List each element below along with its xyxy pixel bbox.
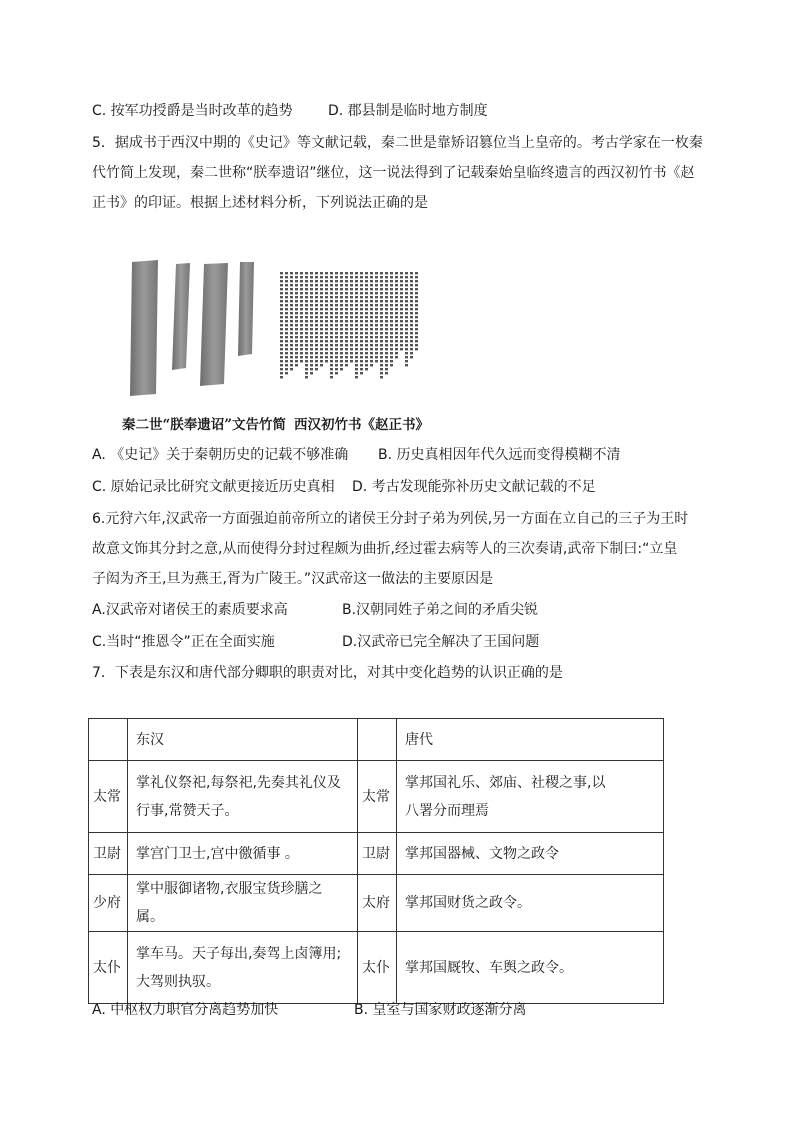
right-office-name: 太仆 bbox=[358, 932, 397, 1004]
right-office-name: 太常 bbox=[358, 761, 397, 833]
q6-options-cd bbox=[92, 633, 539, 651]
q6-option-a: A.汉武帝对诸侯王的素质要求高 bbox=[92, 602, 288, 618]
q5-option-a: A. 《史记》关于秦朝历史的记载不够准确 bbox=[92, 447, 349, 463]
q5-stem-line-1: 5．据成书于西汉中期的《史记》等文献记载，秦二世是靠矫诏篡位当上皇帝的。考古学家在一枚秦 bbox=[92, 135, 703, 151]
left-office-duty: 掌中服御诸物,衣服宝货珍膳之属。 bbox=[128, 875, 358, 932]
q5-option-d: D. 考古发现能弥补历史文献记载的不足 bbox=[352, 479, 596, 495]
official-duties-table bbox=[88, 718, 664, 1004]
q5-option-c: C. 原始记录比研究文献更接近历史真相 bbox=[92, 479, 335, 495]
left-office-name: 太仆 bbox=[89, 932, 128, 1004]
bamboo-slips-figure bbox=[128, 258, 428, 398]
right-office-duty: 掌邦国器械、文物之政令 bbox=[397, 833, 664, 875]
q5-options-cd bbox=[92, 478, 596, 496]
q7-stem: 7．下表是东汉和唐代部分卿职的职责对比，对其中变化趋势的认识正确的是 bbox=[92, 665, 563, 681]
figure-caption-right: 西汉初竹书《赵正书》 bbox=[294, 417, 430, 433]
q5-option-b: B. 历史真相因年代久远而变得模糊不清 bbox=[378, 447, 621, 463]
right-office-name: 太府 bbox=[358, 875, 397, 932]
q4-option-c: C. 按军功授爵是当时改革的趋势 bbox=[92, 103, 293, 119]
left-office-name: 太常 bbox=[89, 761, 128, 833]
q6-option-b: B.汉朝同姓子弟之间的矛盾尖锐 bbox=[342, 602, 539, 618]
q6-stem-line-2: 故意文饰其分封之意,从而使得分封过程颇为曲折,经过霍去病等人的三次奏请,武帝下制曰:“立皇 bbox=[92, 541, 678, 557]
table-row bbox=[89, 833, 664, 875]
q6-options-ab bbox=[92, 601, 538, 619]
left-office-duty: 掌宫门卫士,宫中徼循事 。 bbox=[128, 833, 358, 875]
right-office-duty: 掌邦国礼乐、郊庙、社稷之事,以 八署分而理焉 bbox=[397, 761, 664, 833]
right-office-duty: 掌邦国厩牧、车舆之政令。 bbox=[397, 932, 664, 1004]
q6-option-d: D.汉武帝已完全解决了王国问题 bbox=[342, 634, 540, 650]
table-row bbox=[89, 875, 664, 932]
table-row bbox=[89, 932, 664, 1004]
q4-options-cd bbox=[92, 102, 488, 120]
left-office-duty: 掌礼仪祭祀,每祭祀,先奏其礼仪及 行事,常赞天子。 bbox=[128, 761, 358, 833]
q7-option-b: B. 皇室与国家财政逐渐分离 bbox=[354, 1002, 527, 1018]
q7-option-a: A. 中枢权力职官分离趋势加快 bbox=[92, 1002, 279, 1018]
qin-bamboo-slips-image bbox=[130, 260, 254, 396]
q7-options-ab bbox=[92, 1001, 527, 1019]
left-office-name: 少府 bbox=[89, 875, 128, 932]
header-tang: 唐代 bbox=[397, 719, 664, 761]
q6-option-c: C.当时“推恩令”正在全面实施 bbox=[92, 634, 275, 650]
q5-stem-line-3: 正书》的印证。根据上述材料分析，下列说法正确的是 bbox=[92, 195, 428, 211]
table-header-row bbox=[89, 719, 664, 761]
right-office-duty: 掌邦国财货之政令。 bbox=[397, 875, 664, 932]
figure-caption bbox=[122, 413, 429, 433]
q5-stem-line-2: 代竹简上发现，秦二世称“朕奉遗诏”继位，这一说法得到了记载秦始皇临终遗言的西汉初竹书《赵 bbox=[92, 165, 695, 181]
zhaozheng-bamboo-book-image bbox=[280, 272, 418, 378]
table-row bbox=[89, 761, 664, 833]
left-office-duty: 掌车马。天子每出,奏驾上卤簿用; 大驾则执驭。 bbox=[128, 932, 358, 1004]
header-eastern-han: 东汉 bbox=[128, 719, 358, 761]
left-office-name: 卫尉 bbox=[89, 833, 128, 875]
figure-caption-left: 秦二世“朕奉遗诏”文告竹简 bbox=[122, 417, 287, 433]
right-office-name: 卫尉 bbox=[358, 833, 397, 875]
q4-option-d: D. 郡县制是临时地方制度 bbox=[328, 103, 488, 119]
q6-stem-line-3: 子闳为齐王,旦为燕王,胥为广陵王。”汉武帝这一做法的主要原因是 bbox=[92, 571, 494, 587]
q6-stem-line-1: 6.元狩六年,汉武帝一方面强迫前帝所立的诸侯王分封子弟为列侯,另一方面在立自己的三子为王时 bbox=[92, 511, 689, 527]
q5-options-ab bbox=[92, 446, 621, 464]
